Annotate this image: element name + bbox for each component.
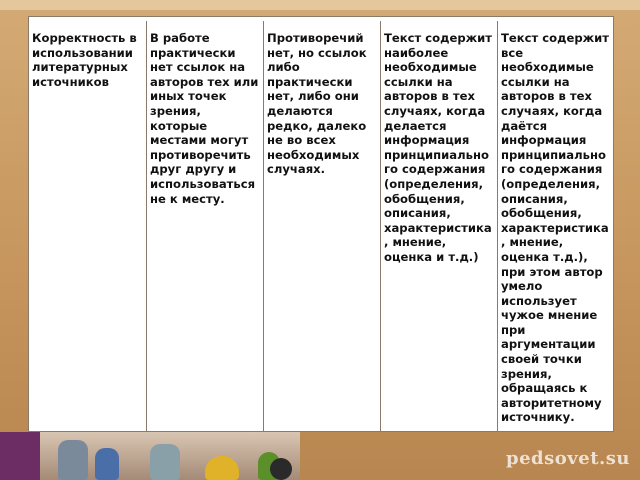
bottle-icon (270, 458, 292, 480)
top-decor-bar (0, 0, 640, 10)
table-cell-level-3: Текст содержит наиболее необходимые ссылки на авторов в тех случаях, когда делается информация принципиально го содержания (определения, обобщения, описания, характеристика , мнение, оценка и т.д.) (381, 21, 498, 431)
watermark-logo: pedsovet.su (506, 448, 630, 469)
flask-icon (150, 444, 180, 480)
criteria-table (28, 16, 614, 432)
table-cell-level-1: В работе практически нет ссылок на авторов тех или иных точек зрения, которые местами могут противоречить друг другу и использоваться не к месту. (147, 21, 264, 431)
jar-icon (205, 456, 239, 480)
table-cell-level-2: Противоречий нет, но ссылок либо практически нет, либо они делаются редко, далеко не во всех необходимых случаях. (264, 21, 381, 431)
table-cell-level-4: Текст содержит все необходимые ссылки на авторов в тех случаях, когда даётся информация принципиально го содержания (определения, описания, обобщения, характеристика , мнение, оценка т.д.), при этом автор умело использует чужое мнение при аргументации своей точки зрения, обращаясь к авторитетному источнику. (501, 31, 610, 425)
table-cell-criterion: Корректность в использовании литературных источников (29, 21, 147, 431)
flask-icon (58, 440, 88, 480)
purple-accent-strip (0, 432, 40, 480)
bottle-icon (95, 448, 119, 480)
